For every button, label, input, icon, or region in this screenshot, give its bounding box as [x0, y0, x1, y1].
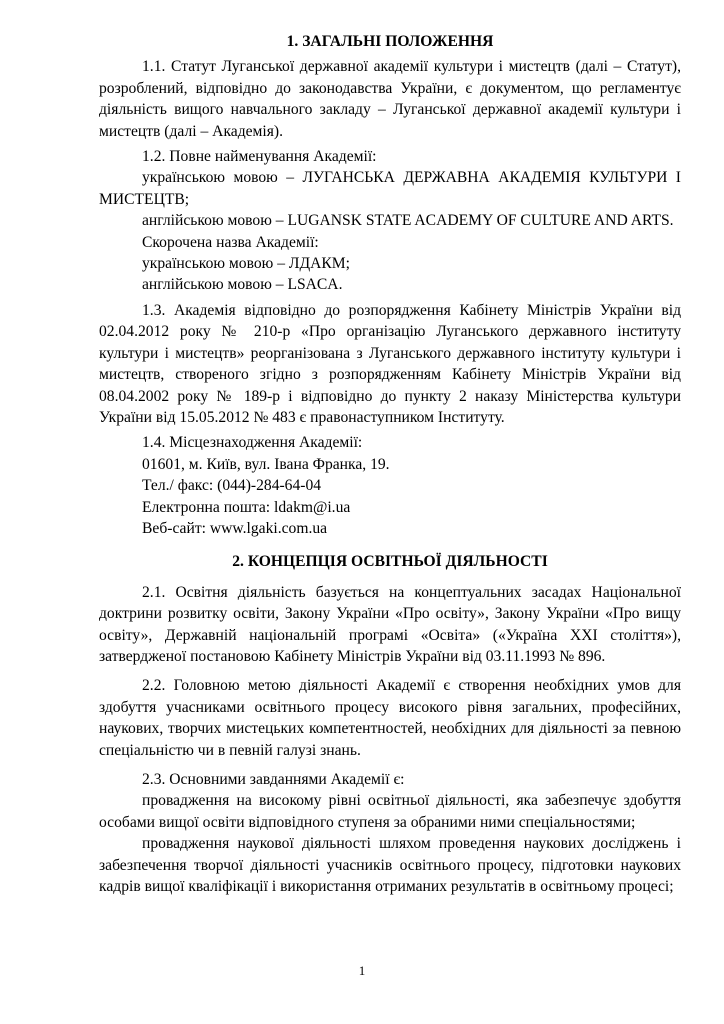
full-name-english: англійською мовою – LUGANSK STATE ACADEMY OF CULTURE AND ARTS. — [142, 212, 674, 230]
phone-fax: Тел./ факс: (044)-284-64-04 — [142, 477, 322, 495]
paragraph-2-1: 2.1. Освітня діяльність базується на концептуальних засадах Національної доктрини розвитку освіти, Закону України «Про освіту», Закону України «Про вищу освіту», Державній національній програмі «Освіта» («Україна XXI століття»), затвердженої постановою Кабінету Міністрів України від 03.11.1993 № 896. — [99, 583, 681, 665]
email: Електронна пошта: ldakm@i.ua — [142, 498, 351, 516]
paragraph-1-3: 1.3. Академія відповідно до розпорядження Кабінету Міністрів України від 02.04.2012 року № 210-р «Про організацію Луганського державного інституту культури і мистецтв» реорганізована з Луганського державного інституту культури і мистецтв, створеного згідно з розпорядженням Кабінету Міністрів України від 08.04.2002 року № 189-р і відповідно до пункту 2 наказу Міністерства культури України від 15.05.2012 № 483 є правонаступником Інституту. — [99, 301, 681, 426]
task-2: провадження наукової діяльності шляхом проведення наукових досліджень і забезпечення творчої діяльності учасників освітнього процесу, підготовки наукових кадрів вищої кваліфікації і використання отриманих результатів в освітньому процесі; — [99, 835, 681, 896]
section-1-heading: 1. ЗАГАЛЬНІ ПОЛОЖЕННЯ — [286, 33, 494, 50]
paragraph-2-3-title: 2.3. Основними завданнями Академії є: — [142, 771, 405, 788]
short-name-title: Скорочена назва Академії: — [142, 233, 319, 251]
full-name-ukrainian: українською мовою – ЛУГАНСЬКА ДЕРЖАВНА АКАДЕМІЯ КУЛЬТУРИ І МИСТЕЦТВ; — [99, 169, 681, 208]
short-name-english: англійською мовою – LSACA. — [142, 276, 343, 294]
website: Веб-сайт: www.lgaki.com.ua — [142, 519, 328, 537]
paragraph-1-1: 1.1. Статут Луганської державної академії культури і мистецтв (далі – Статут), розроблений, відповідно до законодавства України, є документом, що регламентує діяльність вищого навчального закладу – Луганської державної академії культури і мистецтв (далі – Академія). — [99, 58, 681, 140]
section-2-heading: 2. КОНЦЕПЦІЯ ОСВІТНЬОЇ ДІЯЛЬНОСТІ — [232, 553, 548, 571]
address: 01601, м. Київ, вул. Івана Франка, 19. — [142, 455, 390, 473]
short-name-ukrainian: українською мовою – ЛДАКМ; — [142, 255, 350, 273]
paragraph-1-2-title: 1.2. Повне найменування Академії: — [142, 148, 377, 166]
paragraph-2-2: 2.2. Головною метою діяльності Академії є створення необхідних умов для здобуття учасниками освітнього процесу високого рівня загальних, професійних, наукових, творчих мистецьких компетентностей, необхідних для діяльності за певною спеціальністю чи в певній галузі знань. — [99, 677, 681, 759]
document-page — [99, 31, 681, 897]
page-number: 1 — [358, 963, 366, 978]
paragraph-1-4-title: 1.4. Місцезнаходження Академії: — [142, 434, 363, 452]
task-1: провадження на високому рівні освітньої діяльності, яка забезпечує здобуття особами вищої освіти відповідного ступеня за обраними ними спеціальностями; — [99, 792, 681, 831]
